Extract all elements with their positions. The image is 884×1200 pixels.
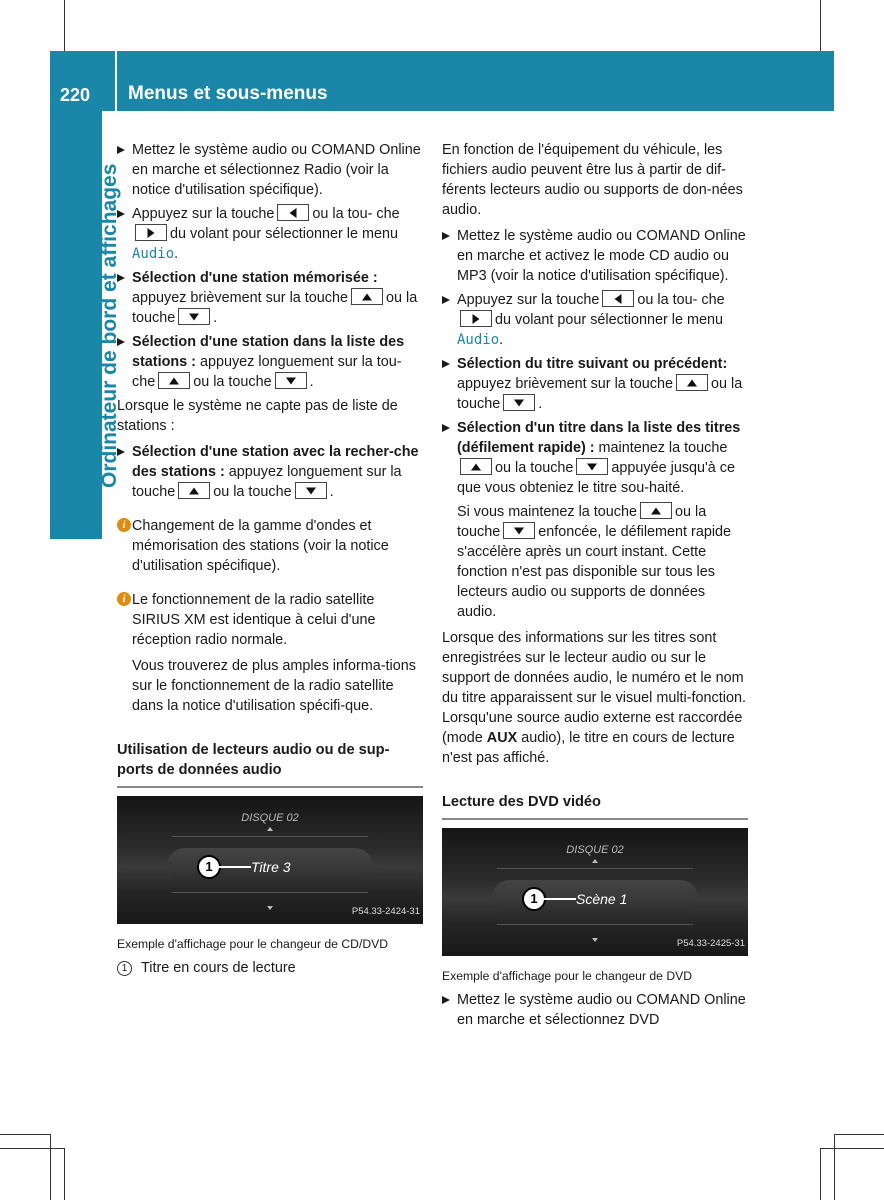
punctuation: . [329,484,334,500]
step-text: appuyez brièvement sur la touche [132,290,348,306]
header-divider [115,51,117,111]
step-text: ou la touche [213,484,292,500]
up-key-icon [158,372,190,389]
separator-line [172,892,368,893]
info-note [117,590,423,650]
figure-caption: Exemple d'affichage pour le changeur de CD/DVD [117,937,389,951]
info-icon: i [117,518,131,532]
arrow-up-icon [267,827,273,831]
down-key-icon [503,394,535,411]
disc-label: DISQUE 02 [241,812,299,824]
crop-mark [820,1148,884,1149]
up-key-icon [640,502,672,519]
step-item [442,354,748,414]
step-item [442,418,748,498]
separator-line [497,868,693,869]
crop-mark [0,1148,65,1149]
step-arrow-icon [442,424,450,432]
right-key-icon [135,224,167,241]
paragraph [442,628,748,768]
step-item [442,990,748,1030]
callout-marker: 1 [197,855,221,879]
step-item [117,332,423,392]
info-icon: i [117,592,131,606]
image-reference: P54.33-2425-31 [676,938,745,949]
step-item [442,226,748,286]
arrow-up-icon [592,859,598,863]
left-column [117,140,423,978]
step-text: Appuyez sur la touche [457,292,600,308]
step-arrow-icon [117,338,125,346]
note-text: Le fonctionnement de la radio satellite SIRIUS XM est identique à celui d'une réception radio normale. [132,592,376,648]
crop-mark [834,1134,884,1135]
right-column [442,140,748,1034]
callout-line [219,866,251,868]
step-bold: Sélection d'un titre dans la liste des titres (défilement rapide) : [457,420,741,456]
punctuation: . [213,310,218,326]
track-title: Titre 3 [251,859,291,875]
punctuation: . [499,332,504,348]
arrow-down-icon [592,938,598,942]
paragraph-text: audio), le titre en cours de lecture n'est pas affiché. [442,730,735,766]
step-text: appuyée jusqu'à ce que vous obteniez le titre sou-haité. [457,460,735,496]
crop-mark [0,1134,51,1135]
step-text: che [376,206,400,222]
menu-name: Audio [457,332,500,348]
step-text: appuyez longuement sur la tou- [199,354,402,370]
step-text: enfoncée, le défilement rapide s'accélère après un court instant. Cette fonction n'est pas disponible sur tous les lecteurs audio ou supports de données audio. [457,524,732,620]
step-arrow-icon [117,274,125,282]
display-screenshot [442,828,748,956]
crop-mark [834,1134,835,1200]
paragraph-text: Lorsque des informations sur les titres sont enregistrées sur le lecteur audio ou sur le support de données audio, le numéro et le nom du titre apparaissent sur le visuel multi-fonction. Lorsqu'une source audio externe est raccordée (mode [442,630,746,746]
step-text: Mettez le système audio ou COMAND Online en marche et sélectionnez DVD [457,992,746,1028]
step-item [117,140,423,200]
paragraph-bold: AUX [486,730,518,746]
paragraph: Lorsque le système ne capte pas de liste de stations : [117,398,398,434]
step-arrow-icon [442,360,450,368]
down-key-icon [503,522,535,539]
step-text: Si vous maintenez la touche [457,504,637,520]
info-note [117,516,423,576]
step-text: du volant pour sélectionner le menu [495,312,723,328]
separator-line [172,836,368,837]
arrow-down-icon [267,906,273,910]
step-text: ou la touche [495,460,574,476]
step-text: ou [711,376,728,392]
step-item [117,268,423,328]
left-key-icon [602,290,634,307]
down-key-icon [576,458,608,475]
step-text: appuyez longuement sur la touche [132,464,402,500]
up-key-icon [351,288,383,305]
step-text: Appuyez sur la touche [132,206,275,222]
punctuation: . [309,374,314,390]
step-text: ou la tou- [312,206,373,222]
section-heading: Lecture des DVD vidéo [442,792,748,820]
section-heading: Utilisation de lecteurs audio ou de sup-ports de données audio [117,740,423,788]
step-item [117,442,423,502]
paragraph: En fonction de l'équipement du véhicule, les fichiers audio peuvent être lus à partir de dif-férents lecteurs audio ou supports de don-nées audio. [442,142,743,218]
step-arrow-icon [117,448,125,456]
step-bold: Sélection d'une station avec la recher-che des stations : [132,444,419,480]
step-arrow-icon [117,210,125,218]
legend-text: Titre en cours de lecture [141,960,296,976]
side-title: Ordinateur de bord et affichages [98,163,121,488]
step-continuation [442,502,748,622]
disc-label: DISQUE 02 [566,844,624,856]
step-text: ou la touche [457,504,707,540]
note-text: Vous trouverez de plus amples informa-tions sur le fonctionnement de la radio satellite dans la notice d'utilisation spécifi-que. [132,658,416,714]
step-arrow-icon [442,996,450,1004]
step-item [117,204,423,264]
right-key-icon [460,310,492,327]
step-bold: Sélection d'une station dans la liste des stations : [132,334,405,370]
step-text: maintenez la touche [598,440,728,456]
step-text: che [701,292,725,308]
step-text: ou la touche [193,374,272,390]
note-text: Changement de la gamme d'ondes et mémorisation des stations (voir la notice d'utilisation spécifique). [132,518,389,574]
down-key-icon [275,372,307,389]
page-number: 220 [60,85,91,105]
down-key-icon [295,482,327,499]
step-text: ou [386,290,403,306]
menu-name: Audio [132,246,175,262]
callout-marker: 1 [522,887,546,911]
step-text: Mettez le système audio ou COMAND Online en marche et sélectionnez Radio (voir la notice d'utilisation spécifique). [132,142,421,198]
up-key-icon [676,374,708,391]
step-bold: Sélection d'une station mémorisée : [132,270,378,286]
step-item [442,290,748,350]
crop-mark [50,1134,51,1200]
callout-line [544,898,576,900]
display-screenshot [117,796,423,924]
side-tab [50,111,102,539]
image-reference: P54.33-2424-31 [351,906,420,917]
left-key-icon [277,204,309,221]
track-title: Scène 1 [576,891,628,907]
step-arrow-icon [442,232,450,240]
step-text: du volant pour sélectionner le menu [170,226,398,242]
punctuation: . [538,396,543,412]
step-arrow-icon [442,296,450,304]
step-arrow-icon [117,146,125,154]
step-text: Mettez le système audio ou COMAND Online en marche et activez le mode CD audio ou MP3 (voir la notice d'utilisation spécifique). [457,228,746,284]
crop-mark [820,1148,821,1200]
punctuation: . [174,246,179,262]
step-bold: Sélection du titre suivant ou précédent: [457,356,728,372]
crop-mark [64,0,65,51]
figure-caption: Exemple d'affichage pour le changeur de DVD [442,969,693,983]
up-key-icon [178,482,210,499]
chapter-title: Menus et sous-menus [128,83,328,104]
crop-mark [820,0,821,51]
step-text: la touche [132,290,418,326]
step-text: che [132,374,156,390]
up-key-icon [460,458,492,475]
legend-number: 1 [117,961,132,976]
crop-mark [64,1148,65,1200]
step-text: appuyez brièvement sur la touche [457,376,673,392]
down-key-icon [178,308,210,325]
step-text: la touche [457,376,743,412]
step-text: ou la tou- [637,292,698,308]
separator-line [497,924,693,925]
legend-item [117,958,423,978]
